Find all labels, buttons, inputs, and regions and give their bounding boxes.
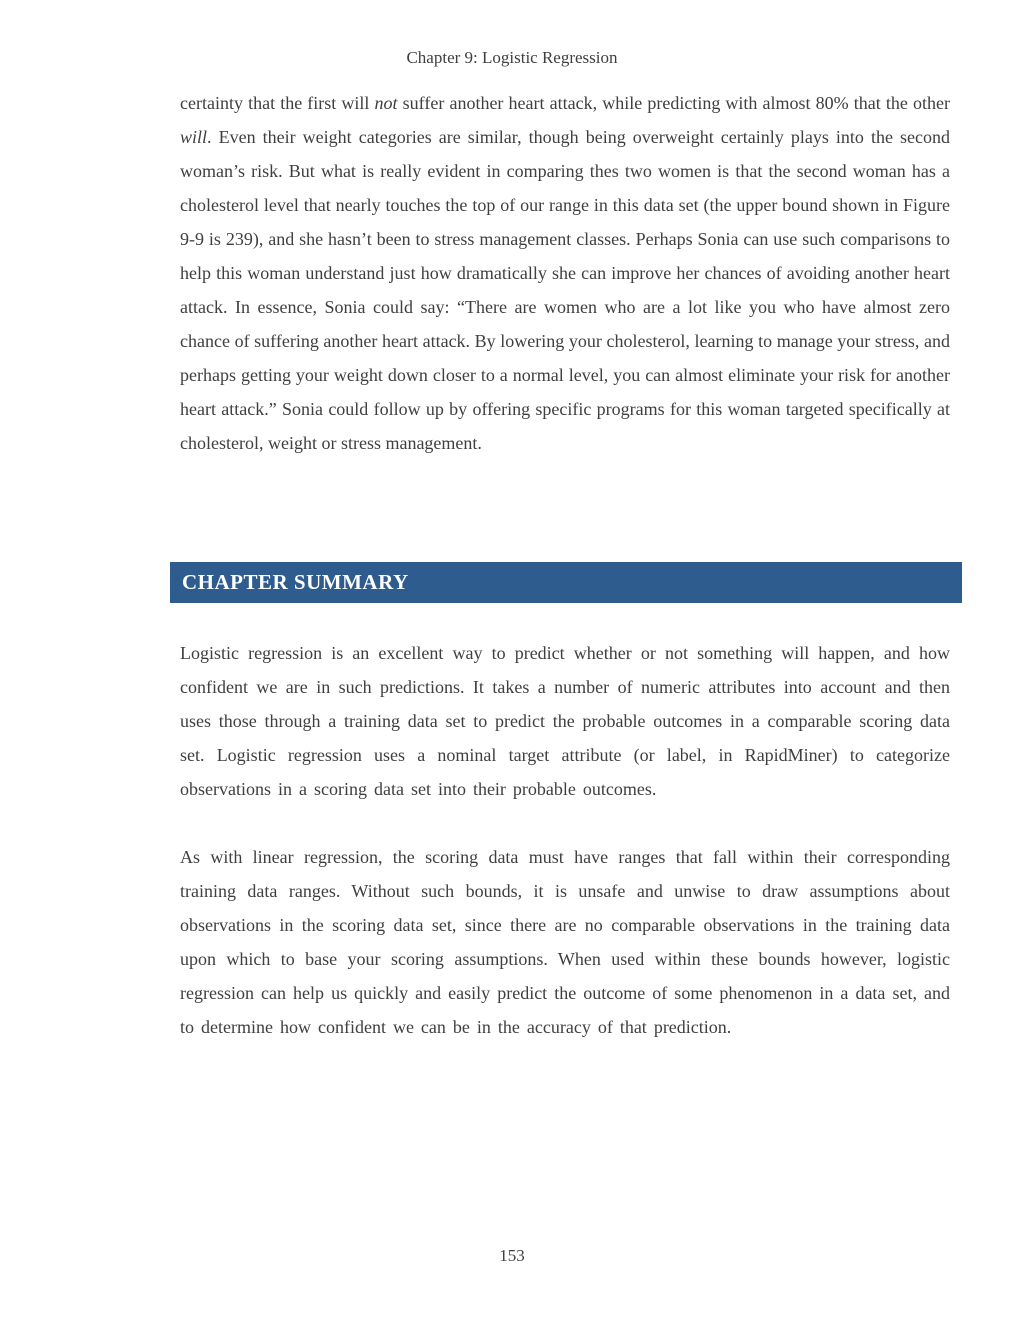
summary-paragraph-1: Logistic regression is an excellent way to predict whether or not something will happen, and how confident we are in such predictions. It takes a number of numeric attributes into account and then uses those through a training data set to predict the probable outcomes in a comparable scoring data set. Logistic regression uses a nominal target attribute (or label, in RapidMiner) to categorize observations in a scoring data set into their probable outcomes.	[180, 643, 950, 799]
paragraph-segment: certainty that the first will	[180, 93, 375, 113]
paragraph-segment: suffer another heart attack, while predicting with almost 80% that the other	[397, 93, 950, 113]
page-number: 153	[499, 1246, 525, 1265]
running-header: Chapter 9: Logistic Regression	[406, 48, 618, 67]
chapter-summary-banner	[170, 562, 962, 603]
paragraph-heart-attack-comparison	[180, 86, 950, 460]
paragraph-segment: . Even their weight categories are similar, though being overweight certainly plays into the second woman’s risk. But what is really evident in comparing thes two women is that the second woman has a cholesterol level that nearly touches the top of our range in this data set (the upper bound shown in Figure 9-9 is 239), and she hasn’t been to stress management classes. Perhaps Sonia can use such comparisons to help this woman understand just how dramatically she can improve her chances of avoiding another heart attack. In essence, Sonia could say: “There are women who are a lot like you who have almost zero chance of suffering another heart attack. By lowering your cholesterol, learning to manage your stress, and perhaps getting your weight down closer to a normal level, you can almost eliminate your risk for another heart attack.” Sonia could follow up by offering specific programs for this woman targeted specifically at cholesterol, weight or stress management.	[180, 127, 950, 453]
italic-word-not: not	[374, 93, 398, 113]
chapter-summary-heading: CHAPTER SUMMARY	[182, 570, 409, 594]
summary-paragraph-2: As with linear regression, the scoring data must have ranges that fall within their corresponding training data ranges. Without such bounds, it is unsafe and unwise to draw assumptions about observations in the scoring data set, since there are no comparable observations in the training data upon which to base your scoring assumptions. When used within these bounds however, logistic regression can help us quickly and easily predict the outcome of some phenomenon in a data set, and to determine how confident we can be in the accuracy of that prediction.	[180, 847, 950, 1037]
italic-word-will: will	[180, 127, 208, 147]
